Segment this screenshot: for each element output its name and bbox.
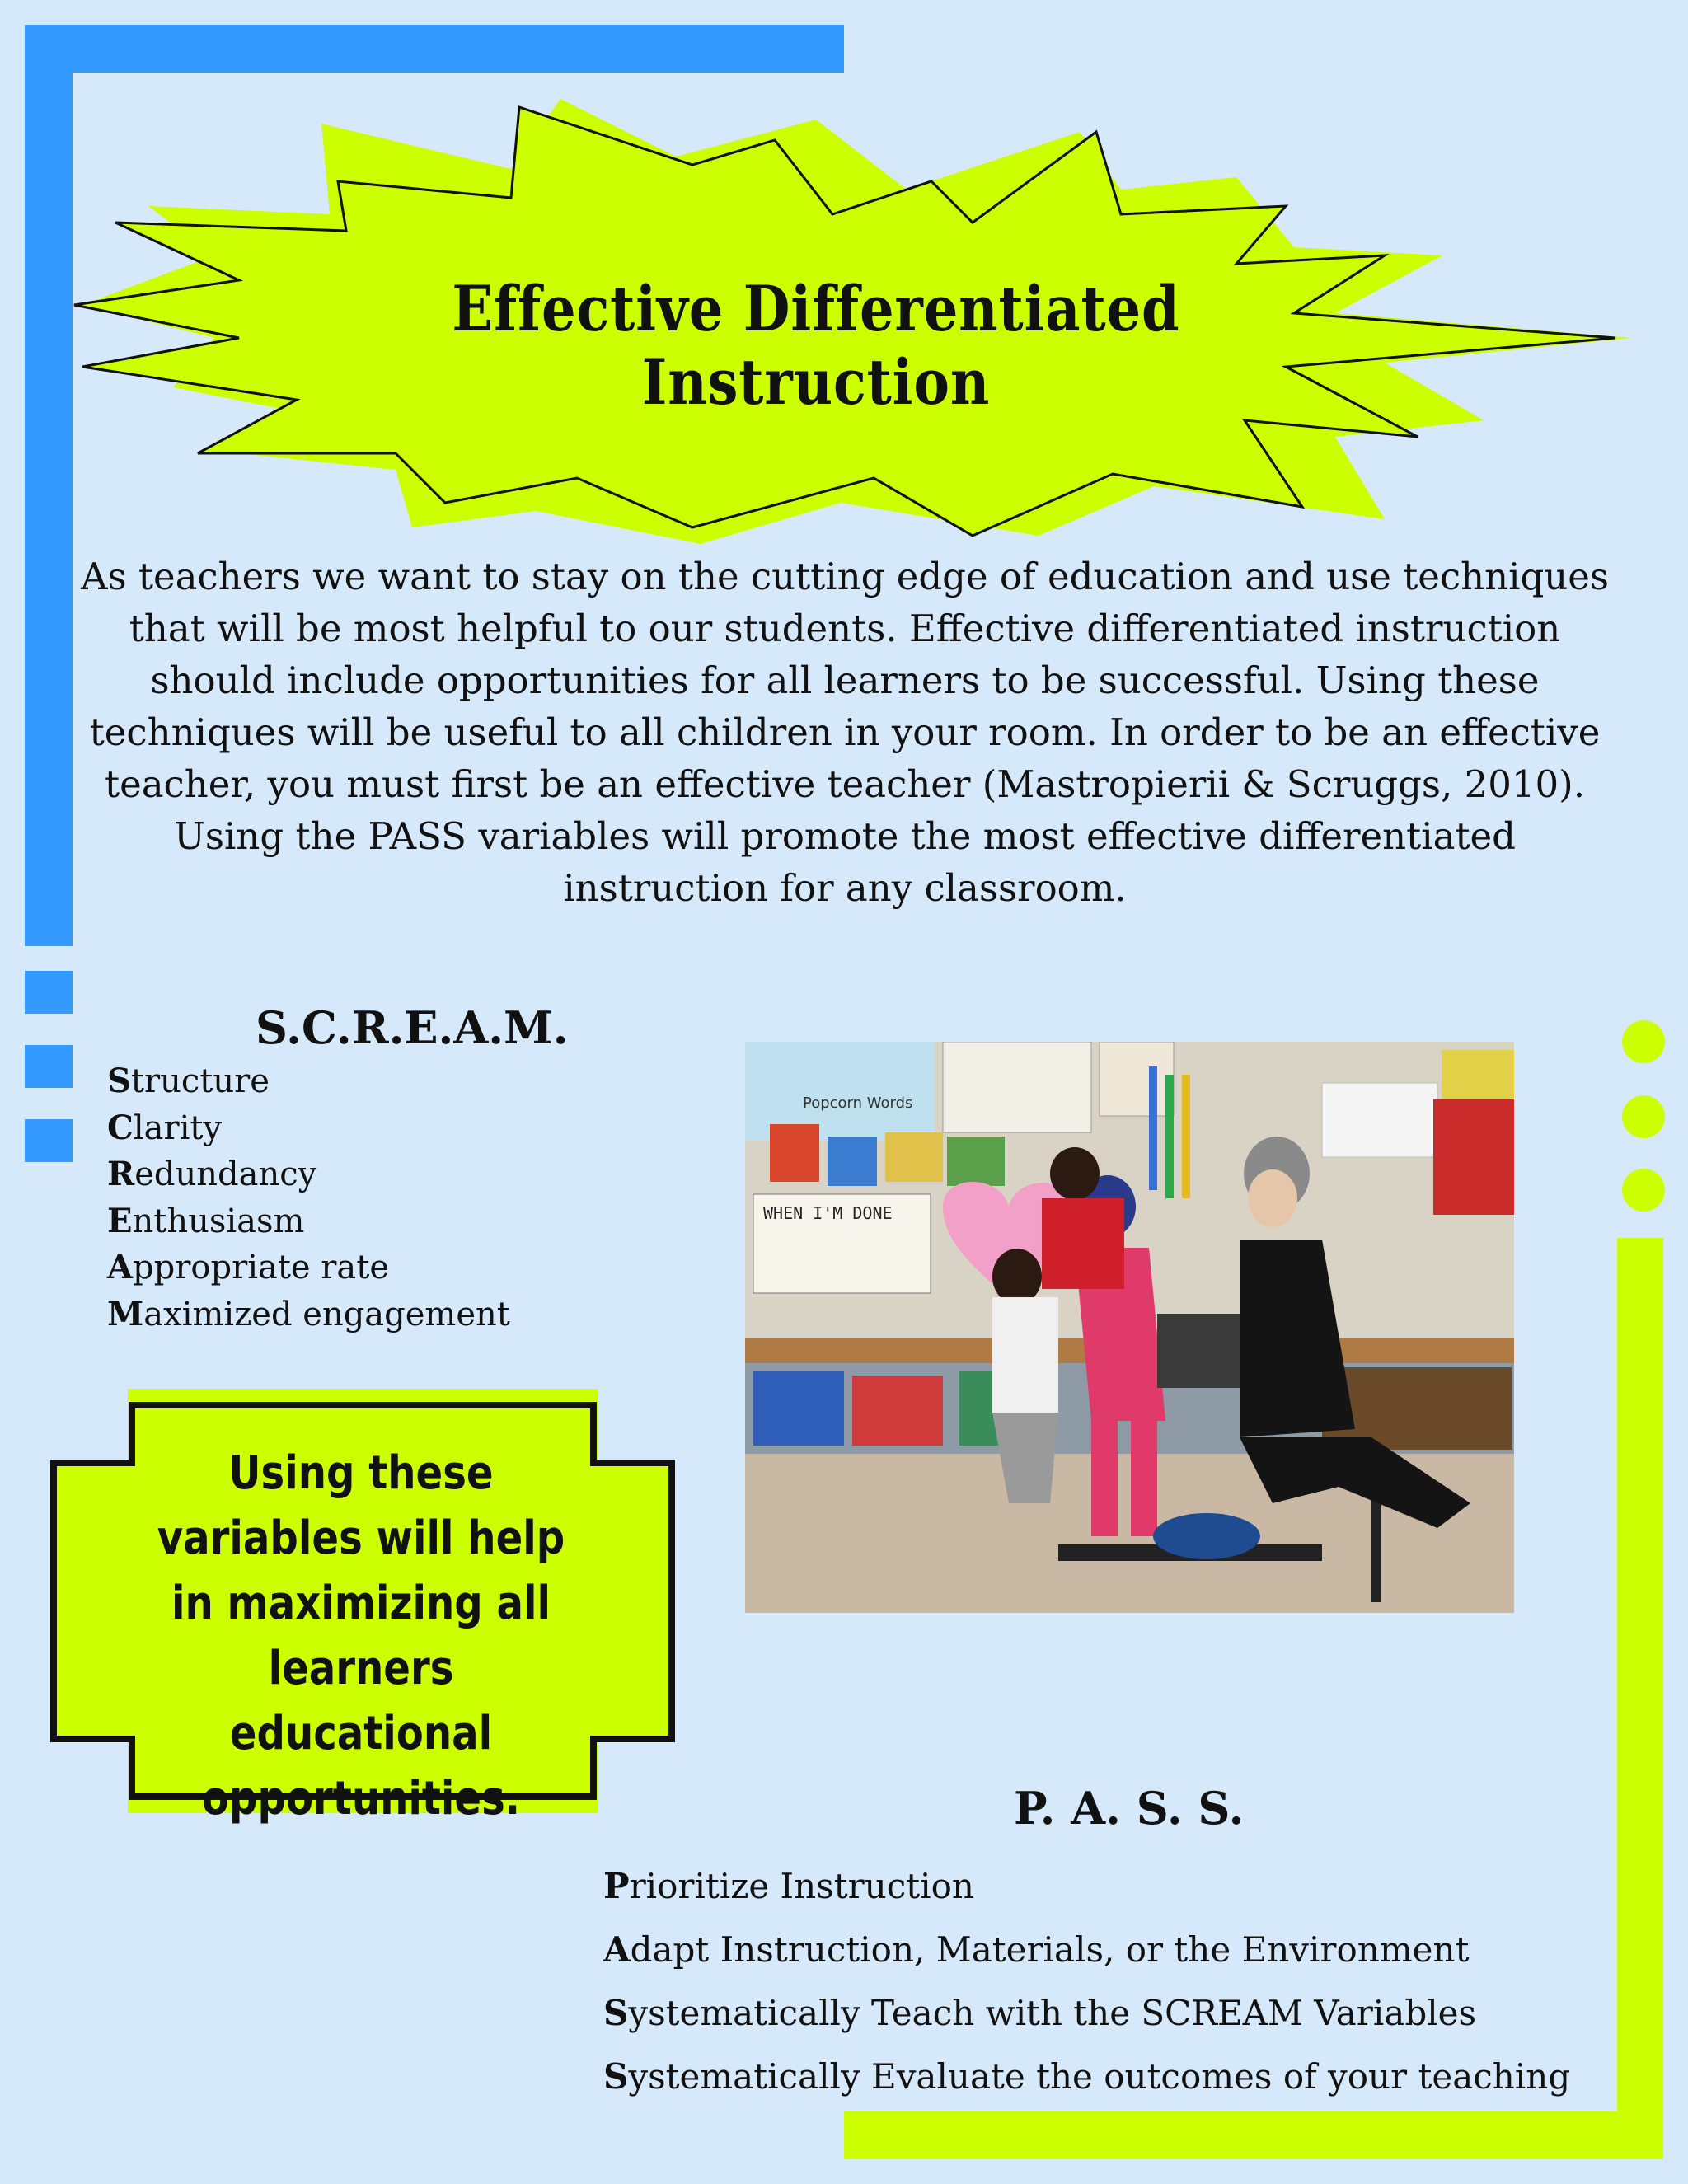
- photo-label-text: Popcorn Words: [803, 1094, 913, 1112]
- classroom-illustration: [745, 1042, 1514, 1613]
- list-item: Systematically Evaluate the outcomes of your teaching: [603, 2056, 1571, 2097]
- lime-dot-1: [1622, 1020, 1665, 1063]
- pass-heading: P. A. S. S.: [1014, 1782, 1245, 1835]
- list-item: Prioritize Instruction: [603, 1866, 974, 1906]
- pass-list: [603, 1854, 1570, 2108]
- intro-paragraph: As teachers we want to stay on the cutting edge of education and use techniques that will be most helpful to our students. Effective differentiated instruction should include opportunities for all learners to be successful. Using these techniques will be useful to all children in your room. In order to be an effective teacher, you must first be an effective teacher (Mastropierii & Scruggs, 2010). Using the PASS variables will promote the most effective differentiated instruction for any classroom.: [80, 555, 1609, 910]
- blue-square-3: [25, 1119, 73, 1162]
- lime-frame-bottom: [844, 2111, 1663, 2159]
- photo-sign-text: WHEN I'M DONE: [763, 1203, 893, 1223]
- blue-square-1: [25, 971, 73, 1014]
- list-item: Maximized engagement: [107, 1294, 510, 1333]
- blue-frame-top: [25, 25, 844, 73]
- scream-heading: S.C.R.E.A.M.: [256, 1001, 569, 1054]
- classroom-photo: [745, 1042, 1514, 1613]
- list-item: Appropriate rate: [107, 1248, 390, 1286]
- list-item: Clarity: [107, 1108, 223, 1147]
- list-item: Redundancy: [107, 1155, 317, 1193]
- callout-text: Using these variables will help in maximizing all learners educational opportunities.: [157, 1446, 565, 1825]
- list-item: Structure: [107, 1062, 270, 1100]
- lime-dot-2: [1622, 1095, 1665, 1138]
- lime-frame-right: [1617, 1238, 1663, 2159]
- blue-square-2: [25, 1045, 73, 1088]
- list-item: Adapt Instruction, Materials, or the Environment: [603, 1929, 1470, 1970]
- page-title: Effective Differentiated Instruction: [452, 272, 1180, 419]
- lime-dot-3: [1622, 1169, 1665, 1212]
- list-item: Enthusiasm: [107, 1201, 305, 1240]
- list-item: Systematically Teach with the SCREAM Variables: [603, 1993, 1477, 2033]
- scream-list: [107, 1058, 510, 1338]
